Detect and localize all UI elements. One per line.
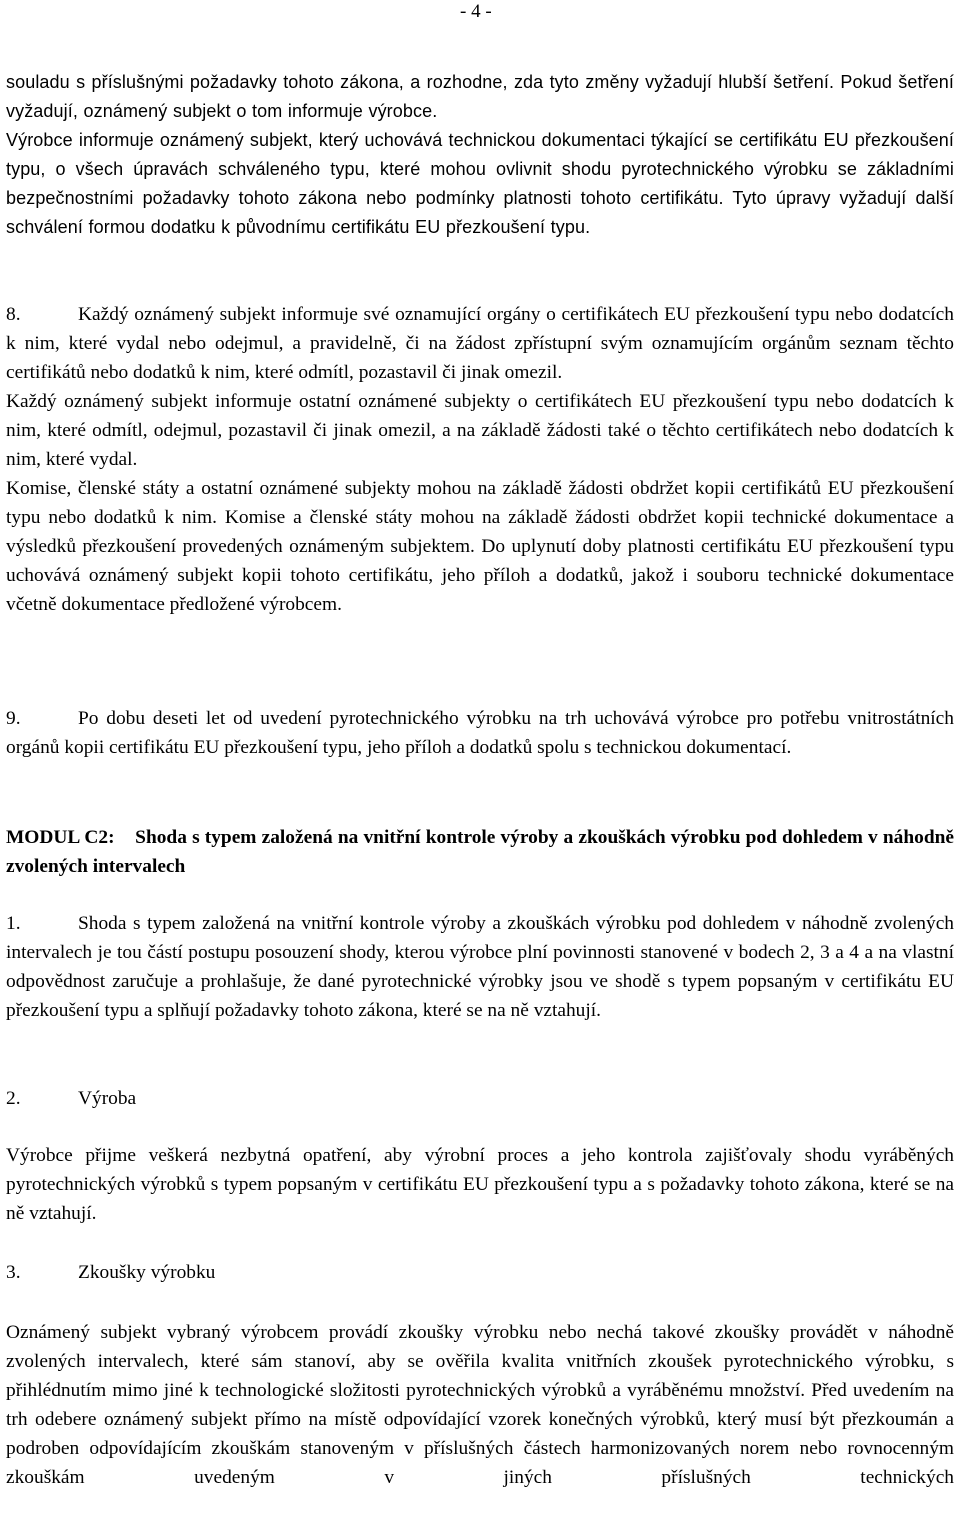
item-1-text: Shoda s typem založená na vnitřní kontrole výroby a zkouškách výrobku pod dohledem v náhodně zvolených intervalech je tou částí postupu posouzení shody, kterou výrobce plní povinnosti stanovené v bodech 2, 3 a 4 a na vlastní odpovědnost zaručuje a prohlašuje, že dané pyrotechnické výrobky jsou ve shodě s typem popsaným v certifikátu EU přezkoušení typu a splňují požadavky tohoto zákona, které se na ně vztahují.	[6, 913, 954, 1021]
item-2-heading-line	[6, 1084, 954, 1113]
module-c2-label: MODUL C2:	[6, 827, 115, 848]
item-2-text: Výrobce přijme veškerá nezbytná opatření, aby výrobní proces a jeho kontrola zajišťovaly shodu vyráběných pyrotechnických výrobků s typem popsaným v certifikátu EU přezkoušení typu a s požadavky tohoto zákona, které se na ně vztahují.	[6, 1145, 954, 1224]
section-9	[6, 704, 954, 762]
item-1-number: 1.	[6, 913, 21, 934]
item-3-body	[6, 1318, 954, 1492]
item-3-heading-line	[6, 1258, 954, 1287]
section-9-number: 9.	[6, 708, 21, 729]
section-8-text-1: Každý oznámený subjekt informuje své oznamující orgány o certifikátech EU přezkoušení typu nebo dodatcích k nim, které vydal nebo odejmul, a pravidelně, či na žádost zpřístupní svým oznamujícím orgánům seznam těchto certifikátů nebo dodatků k nim, které odmítl, pozastavil či jinak omezil.	[6, 304, 954, 383]
item-2-heading-text: Výroba	[78, 1088, 137, 1109]
item-3-text: Oznámený subjekt vybraný výrobcem provádí zkoušky výrobku nebo nechá takové zkoušky provádět v náhodně zvolených intervalech, které sám stanoví, aby se ověřila kvalita vnitřních zkoušek pyrotechnického výrobku, s přihlédnutím mimo jiné k technologické složitosti pyrotechnických výrobků a vyráběnému množství. Před uvedením na trh odebere oznámený subjekt přímo na místě odpovídající vzorek konečných výrobků, který musí být přezkoumán a podroben odpovídajícím zkouškám stanoveným v příslušných částech harmonizovaných norem nebo rovnocenným zkouškám uvedeným v jiných příslušných technických	[6, 1322, 954, 1488]
intro-block	[6, 68, 954, 242]
section-8	[6, 300, 954, 619]
item-3-heading-text: Zkoušky výrobku	[78, 1262, 216, 1283]
module-c2-title: Shoda s typem založená na vnitřní kontrole výroby a zkouškách výrobku pod dohledem v náhodně zvolených intervalech	[6, 827, 954, 877]
section-9-paragraph	[6, 704, 954, 762]
item-2-heading	[6, 1084, 954, 1113]
item-3-number: 3.	[6, 1262, 21, 1283]
section-9-text: Po dobu deseti let od uvedení pyrotechnického výrobku na trh uchovává výrobce pro potřebu vnitrostátních orgánů kopii certifikátu EU přezkoušení typu, jeho příloh a dodatků spolu s technickou dokumentací.	[6, 708, 954, 758]
item-3-heading	[6, 1258, 954, 1287]
module-c2-heading-text	[6, 823, 954, 881]
intro-paragraph-continued: souladu s příslušnými požadavky tohoto zákona, a rozhodne, zda tyto změny vyžadují hlubší šetření. Pokud šetření vyžadují, oznámený subjekt o tom informuje výrobce.	[6, 72, 954, 121]
item-2-body	[6, 1141, 954, 1228]
section-8-paragraph-2: Každý oznámený subjekt informuje ostatní oznámené subjekty o certifikátech EU přezkoušení typu nebo dodatcích k nim, které odmítl, odejmul, pozastavil či jinak omezil, a na základě žádosti také o těchto certifikátech nebo dodatcích k nim, které vydal.	[6, 391, 954, 470]
item-2-number: 2.	[6, 1088, 21, 1109]
section-8-paragraph-1	[6, 300, 954, 387]
section-8-number: 8.	[6, 304, 21, 325]
item-1-paragraph	[6, 909, 954, 1025]
section-8-paragraph-3: Komise, členské státy a ostatní oznámené subjekty mohou na základě žádosti obdržet kopii certifikátů EU přezkoušení typu nebo dodatků k nim. Komise a členské státy mohou na základě žádosti obdržet kopii technické dokumentace a výsledků přezkoušení provedených oznámeným subjektem. Do uplynutí doby platnosti certifikátu EU přezkoušení typu uchovává oznámený subjekt kopii tohoto certifikátu, jeho příloh a dodatků, jakož i souboru technické dokumentace včetně dokumentace předložené výrobcem.	[6, 478, 954, 615]
intro-paragraph-modifications: Výrobce informuje oznámený subjekt, který uchovává technickou dokumentaci týkající se certifikátu EU přezkoušení typu, o všech úpravách schváleného typu, které mohou ovlivnit shodu pyrotechnického výrobku se základními bezpečnostními požadavky tohoto zákona nebo podmínky platnosti tohoto certifikátu. Tyto úpravy vyžadují další schválení formou dodatku k původnímu certifikátu EU přezkoušení typu.	[6, 130, 954, 237]
page-number: - 4 -	[460, 1, 492, 22]
item-1	[6, 909, 954, 1025]
module-c2-heading	[6, 823, 954, 881]
